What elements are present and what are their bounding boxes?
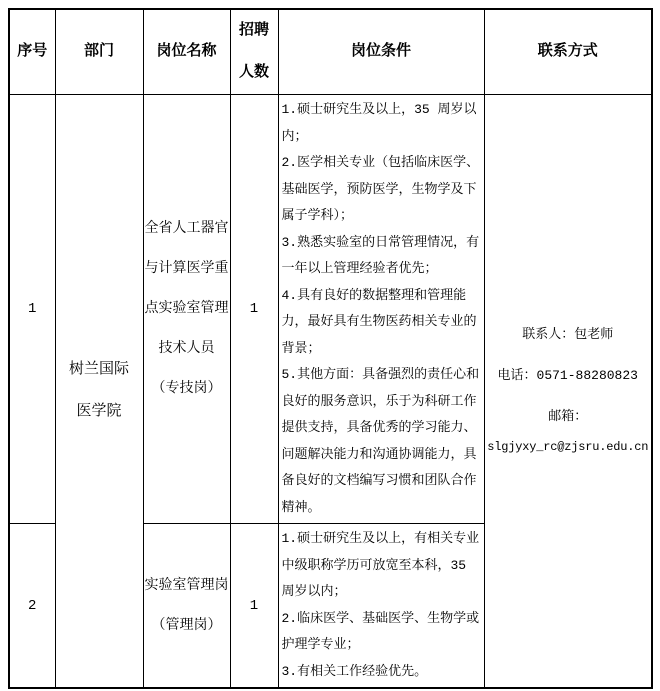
condition-item: 2.临床医学、基础医学、生物学或护理学专业； <box>281 610 480 652</box>
contact-phone-line: 电话：0571-88280823 <box>497 368 638 383</box>
condition-item: 3.熟悉实验室的日常管理情况，有一年以上管理经验者优先； <box>281 234 480 276</box>
condition-item: 1.硕士研究生及以上，有相关专业中级职称学历可放宽至本科，35 周岁以内； <box>281 531 480 599</box>
cell-contact <box>484 95 652 689</box>
col-header-department: 部门 <box>55 9 143 95</box>
cell-headcount-1: 1 <box>230 95 278 524</box>
col-header-headcount <box>230 9 278 95</box>
col-header-requirements: 岗位条件 <box>278 9 484 95</box>
department-name: 树兰国际医学院 <box>68 361 129 420</box>
condition-item: 4.具有良好的数据整理和管理能力，最好具有生物医药相关专业的背景； <box>281 287 477 356</box>
col-header-seq: 序号 <box>9 9 55 95</box>
position-name: 全省人工器官与计算医学重点实验室管理技术人员 <box>144 221 229 357</box>
table-row-1 <box>9 95 652 524</box>
cell-requirements-1 <box>278 95 484 524</box>
position-name: 实验室管理岗 <box>144 577 229 594</box>
cell-seq-1: 1 <box>9 95 55 524</box>
recruitment-table <box>8 8 653 689</box>
contact-email: slgjyxy_rc@zjsru.edu.cn <box>487 440 649 454</box>
cell-position-2 <box>143 524 230 689</box>
contact-person-line: 联系人：包老师 <box>522 327 614 342</box>
col-header-headcount-label: 招聘人数 <box>238 22 269 81</box>
col-header-contact: 联系方式 <box>484 9 652 95</box>
condition-item: 1.硕士研究生及以上，35 周岁以内； <box>281 102 477 144</box>
cell-seq-2: 2 <box>9 524 55 689</box>
condition-item: 5.其他方面：具备强烈的责任心和良好的服务意识，乐于为科研工作提供支持，具备优秀的学习能力、问题解决能力和沟通协调能力，具备良好的文档编写习惯和团队合作精神。 <box>281 367 480 515</box>
col-header-position: 岗位名称 <box>143 9 230 95</box>
position-type: （专技岗） <box>151 381 222 397</box>
contact-mail-label: 邮箱： <box>548 409 588 424</box>
cell-headcount-2: 1 <box>230 524 278 689</box>
cell-requirements-2 <box>278 524 484 689</box>
condition-item: 3.有相关工作经验优先。 <box>281 663 428 679</box>
cell-position-1 <box>143 95 230 524</box>
cell-department <box>55 95 143 689</box>
condition-item: 2.医学相关专业（包括临床医学、基础医学，预防医学，生物学及下属子学科）； <box>281 155 480 223</box>
position-type: （管理岗） <box>151 617 222 634</box>
header-row <box>9 9 652 95</box>
